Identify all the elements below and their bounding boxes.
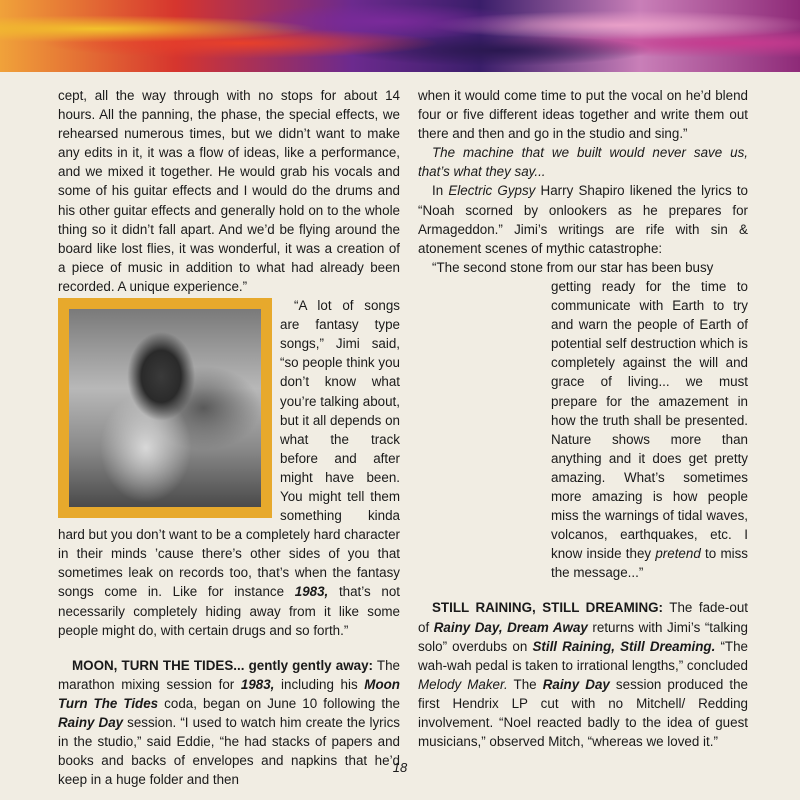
writing-quote: getting ready for the time to communicate with Earth to try and warn the people of Earth of potential self destruction which is completely against the will and grace of living... we must prepare for the amazement in how the truth shall be presented. Nature shows more than anything and it does get pretty amazing. What’s sometimes more amazing is how people miss the warnings of tidal waves, volcanos, earthquakes, etc. I know inside they pretend to miss the message...” bbox=[551, 278, 748, 581]
writing-quote-first-line: “The second stone from our star has been busy bbox=[432, 259, 714, 275]
section-paragraph: STILL RAINING, STILL DREAMING: The fade-out of Rainy Day, Dream Away returns with Jimi’s “talking solo” overdubs on Still Raining, Still Dreaming. “The wah-wah pedal is taken to irrational lengths,” concluded Melody Maker. The Rainy Day session produced the first Hendrix LP cut with no Mitchell/ Redding involvement. “Noel reacted badly to the idea of guest musicians,” observed Mitch, “whereas we loved it.” bbox=[418, 600, 748, 750]
section-heading: MOON, TURN THE TIDES... gently gently away: bbox=[72, 657, 373, 673]
section-heading: STILL RAINING, STILL DREAMING: bbox=[432, 600, 664, 616]
body-paragraph: In Electric Gypsy Harry Shapiro likened the lyrics to “Noah scorned by onlookers as he prepares for Armageddon.” Jimi’s writings are rife with sin & atonement scenes of mythic catastrophe: bbox=[418, 183, 749, 256]
left-column bbox=[58, 86, 400, 789]
body-paragraph: when it would come time to put the vocal on he’d blend four or five different ideas together and write them out there and then and go in the studio and sing.” bbox=[418, 88, 748, 142]
lyric-quote: The machine that we built would never save us, that’s what they say... bbox=[418, 145, 748, 180]
header-banner-image bbox=[0, 0, 800, 72]
section-paragraph: MOON, TURN THE TIDES... gently gently away: The marathon mixing session for 1983, including his Moon Turn The Tides coda, began on June 10 following the Rainy Day session. “I used to watch him create the lyrics in the studio,” said Eddie, “he had stacks of papers and books and backs of envelopes and napkins that he’d keep in a huge folder and then bbox=[58, 657, 401, 788]
page-number: 18 bbox=[392, 760, 408, 775]
body-paragraph: “A lot of songs are fantasy type songs,” Jimi said, “so people think you don’t know what you’re talking about, but it all depends on what the track before and after might have been. You might tell them something kinda hard but you don’t want to be a completely hard character in their minds ’cause there’s other sides of you that sometimes leak on records too, that’s when the fantasy songs come in. Like for instance 1983, that’s not necessarily completely hiding away from it like some people might do, with certain drugs and so forth.” bbox=[58, 298, 400, 638]
right-column bbox=[418, 86, 748, 751]
photo-image bbox=[69, 309, 261, 507]
studio-photo bbox=[58, 298, 272, 518]
body-paragraph: cept, all the way through with no stops for about 14 hours. All the panning, the phase, the special effects, we rehearsed numerous times, but we didn’t want to make any edits in it, it was a flow of ideas, like a performance, and we mixed it together. He would grab his vocals and some of his guitar effects and I would do the drums and his other guitar effects and generally hold on to the whole thing so it didn’t fall apart. And we’d be flying around the board like lost flies, it was wonderful, it was a creation of a piece of music in addition to what had already been recorded. A unique experience.” bbox=[58, 88, 400, 294]
